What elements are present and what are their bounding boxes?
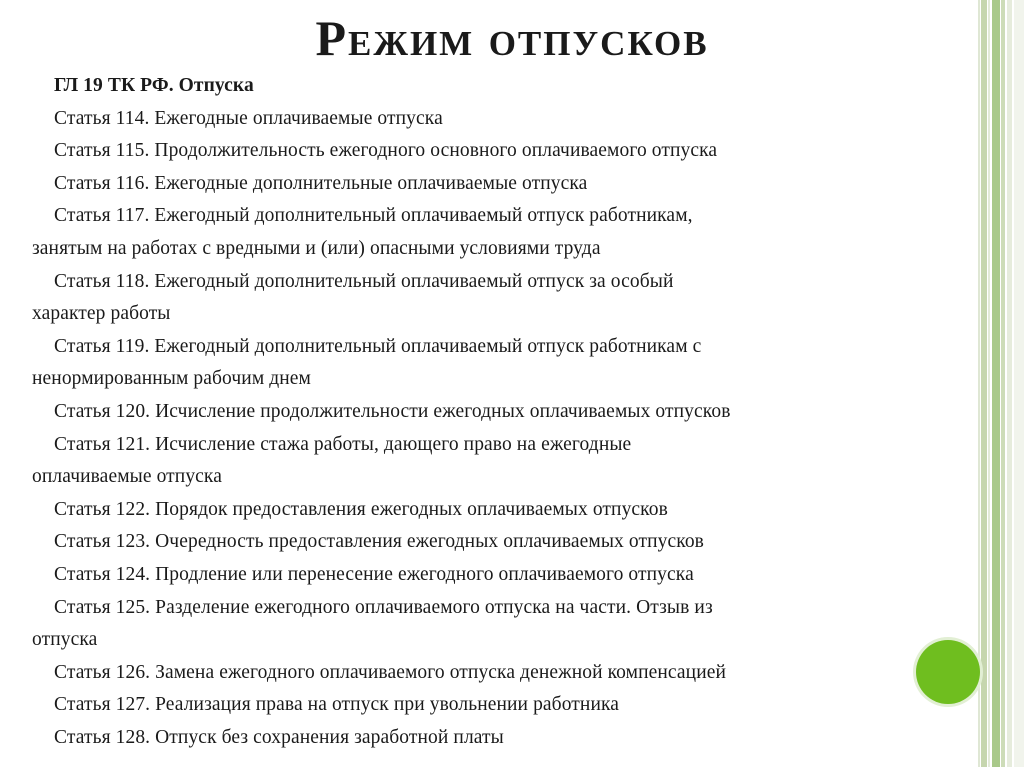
article-116: Статья 116. Ежегодные дополнительные оплачиваемые отпуска xyxy=(54,172,588,194)
article-117-line1: Статья 117. Ежегодный дополнительный оплачиваемый отпуск работникам, xyxy=(54,205,693,227)
stripe xyxy=(1007,0,1012,767)
stripe xyxy=(978,0,980,767)
stripe xyxy=(988,0,990,767)
article-122: Статья 122. Порядок предоставления ежегодных оплачиваемых отпусков xyxy=(54,498,668,520)
article-118-line2: характер работы xyxy=(32,303,171,325)
article-list xyxy=(32,70,950,754)
stripe xyxy=(1014,0,1024,767)
article-125-line2: отпуска xyxy=(32,629,98,651)
article-128: Статья 128. Отпуск без сохранения заработной платы xyxy=(54,726,504,748)
article-119-line2: ненормированным рабочим днем xyxy=(32,368,311,390)
article-121-line2: оплачиваемые отпуска xyxy=(32,466,222,488)
slide-title: Режим отпусков xyxy=(315,10,709,66)
article-124: Статья 124. Продление или перенесение ежегодного оплачиваемого отпуска xyxy=(54,563,694,585)
decorative-green-circle xyxy=(916,640,980,704)
article-117-line2: занятым на работах с вредными и (или) опасными условиями труда xyxy=(32,237,601,259)
article-115: Статья 115. Продолжительность ежегодного основного оплачиваемого отпуска xyxy=(54,140,718,162)
article-118-line1: Статья 118. Ежегодный дополнительный оплачиваемый отпуск за особый xyxy=(54,270,674,292)
article-121-line1: Статья 121. Исчисление стажа работы, дающего право на ежегодные xyxy=(54,433,632,455)
decorative-stripes xyxy=(978,0,1024,767)
stripe xyxy=(1001,0,1005,767)
article-119-line1: Статья 119. Ежегодный дополнительный оплачиваемый отпуск работникам с xyxy=(54,335,702,357)
article-114: Статья 114. Ежегодные оплачиваемые отпуска xyxy=(54,107,443,129)
article-126: Статья 126. Замена ежегодного оплачиваемого отпуска денежной компенсацией xyxy=(54,661,727,683)
article-127: Статья 127. Реализация права на отпуск при увольнении работника xyxy=(54,694,620,716)
chapter-heading: ГЛ 19 ТК РФ. Отпуска xyxy=(54,75,254,96)
stripe xyxy=(981,0,987,767)
article-125-line1: Статья 125. Разделение ежегодного оплачиваемого отпуска на части. Отзыв из xyxy=(54,596,713,618)
article-120: Статья 120. Исчисление продолжительности ежегодных оплачиваемых отпусков xyxy=(54,400,731,422)
stripe xyxy=(992,0,1000,767)
article-123: Статья 123. Очередность предоставления ежегодных оплачиваемых отпусков xyxy=(54,531,704,553)
